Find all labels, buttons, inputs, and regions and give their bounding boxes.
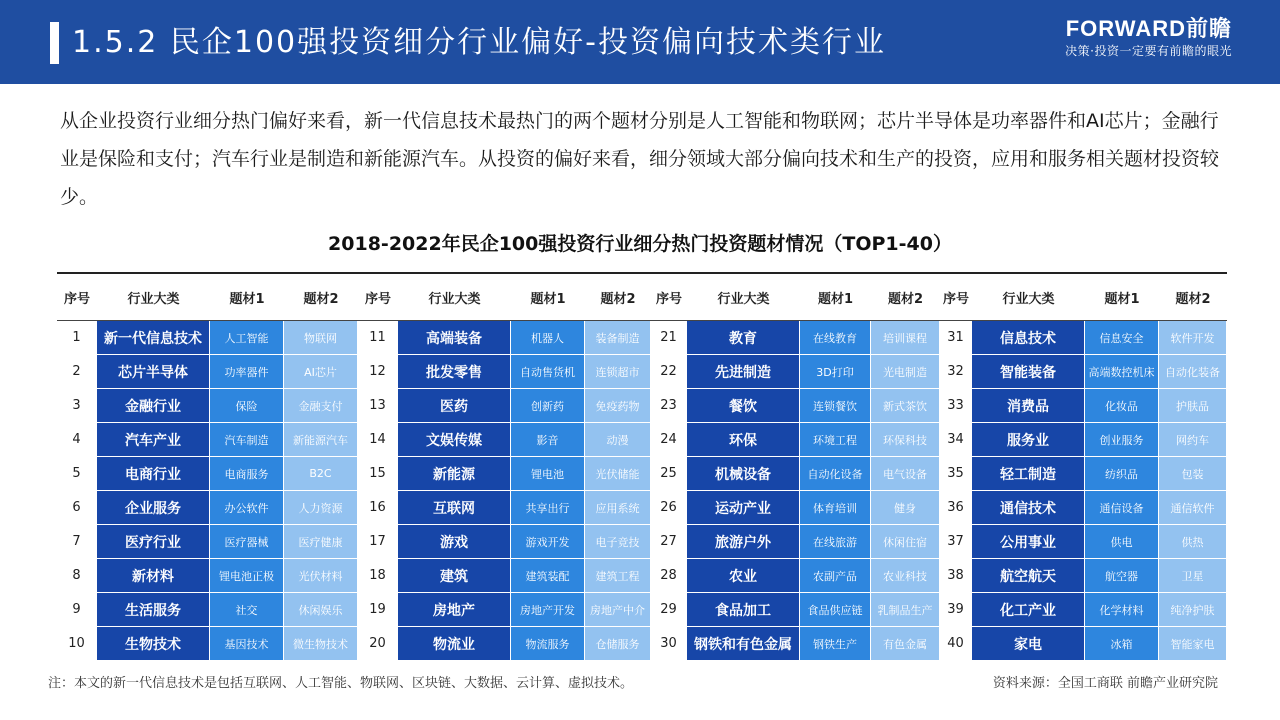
topic2-cell: 房地产中介 (585, 593, 651, 627)
table-row (57, 389, 1227, 423)
rank-cell: 21 (651, 321, 687, 355)
industry-cell: 通信技术 (972, 491, 1085, 525)
header-banner (0, 0, 1280, 84)
topic1-header: 题材1 (800, 274, 871, 321)
industry-cell: 金融行业 (97, 389, 210, 423)
topic1-cell: 基因技术 (210, 627, 284, 660)
industry-cell: 轻工制造 (972, 457, 1085, 491)
industry-cell: 医药 (398, 389, 511, 423)
topic2-cell: 软件开发 (1159, 321, 1227, 355)
industry-cell: 服务业 (972, 423, 1085, 457)
industry-cell: 游戏 (398, 525, 511, 559)
topic2-cell: 休闲娱乐 (284, 593, 358, 627)
topic2-cell: 建筑工程 (585, 559, 651, 593)
rank-cell: 6 (57, 491, 97, 525)
rank-cell: 20 (358, 627, 398, 660)
topic1-cell: 化妆品 (1085, 389, 1159, 423)
topic2-cell: 连锁超市 (585, 355, 651, 389)
industry-cell: 食品加工 (687, 593, 800, 627)
title-accent-bar (50, 22, 59, 64)
rank-cell: 14 (358, 423, 398, 457)
industry-cell: 信息技术 (972, 321, 1085, 355)
table-row (57, 491, 1227, 525)
table-row (57, 321, 1227, 355)
rank-cell: 24 (651, 423, 687, 457)
topic1-cell: 保险 (210, 389, 284, 423)
topic2-cell: 金融支付 (284, 389, 358, 423)
industry-cell: 新一代信息技术 (97, 321, 210, 355)
topic1-cell: 社交 (210, 593, 284, 627)
industry-cell: 高端装备 (398, 321, 511, 355)
topic2-cell: 乳制品生产 (871, 593, 940, 627)
table-row (57, 457, 1227, 491)
topic1-cell: 冰箱 (1085, 627, 1159, 660)
rank-cell: 30 (651, 627, 687, 660)
rank-cell: 18 (358, 559, 398, 593)
topic2-cell: 有色金属 (871, 627, 940, 660)
rank-cell: 26 (651, 491, 687, 525)
industry-cell: 化工产业 (972, 593, 1085, 627)
industry-cell: 生物技术 (97, 627, 210, 660)
topic1-cell: 纺织品 (1085, 457, 1159, 491)
topic2-cell: 自动化装备 (1159, 355, 1227, 389)
topic2-header: 题材2 (1159, 274, 1227, 321)
topic1-cell: 环境工程 (800, 423, 871, 457)
industry-cell: 生活服务 (97, 593, 210, 627)
table-row (57, 525, 1227, 559)
topic1-cell: 办公软件 (210, 491, 284, 525)
seq-header: 序号 (940, 274, 972, 321)
industry-cell: 汽车产业 (97, 423, 210, 457)
industry-cell: 批发零售 (398, 355, 511, 389)
rank-cell: 33 (940, 389, 972, 423)
industry-cell: 环保 (687, 423, 800, 457)
industry-header: 行业大类 (398, 274, 511, 321)
topic1-cell: 体育培训 (800, 491, 871, 525)
topic1-cell: 自动售货机 (511, 355, 585, 389)
topics-table (57, 272, 1227, 660)
topic1-cell: 机器人 (511, 321, 585, 355)
industry-cell: 运动产业 (687, 491, 800, 525)
topic2-header: 题材2 (284, 274, 358, 321)
topic2-cell: 物联网 (284, 321, 358, 355)
rank-cell: 38 (940, 559, 972, 593)
topic2-cell: 网约车 (1159, 423, 1227, 457)
topic2-cell: B2C (284, 457, 358, 491)
topic1-cell: 钢铁生产 (800, 627, 871, 660)
industry-header: 行业大类 (687, 274, 800, 321)
topic1-header: 题材1 (210, 274, 284, 321)
topic1-cell: 化学材料 (1085, 593, 1159, 627)
industry-cell: 物流业 (398, 627, 511, 660)
topic2-cell: 智能家电 (1159, 627, 1227, 660)
topic1-cell: 锂电池 (511, 457, 585, 491)
topic1-cell: 影音 (511, 423, 585, 457)
rank-cell: 25 (651, 457, 687, 491)
industry-cell: 互联网 (398, 491, 511, 525)
topic1-cell: 高端数控机床 (1085, 355, 1159, 389)
topic2-cell: 供热 (1159, 525, 1227, 559)
seq-header: 序号 (651, 274, 687, 321)
rank-cell: 17 (358, 525, 398, 559)
rank-cell: 22 (651, 355, 687, 389)
table-title: 2018-2022年民企100强投资行业细分热门投资题材情况（TOP1-40） (328, 233, 952, 255)
rank-cell: 23 (651, 389, 687, 423)
industry-cell: 机械设备 (687, 457, 800, 491)
topic2-cell: 光伏材料 (284, 559, 358, 593)
industry-cell: 教育 (687, 321, 800, 355)
rank-cell: 9 (57, 593, 97, 627)
topic2-cell: 护肤品 (1159, 389, 1227, 423)
topic2-cell: 新式茶饮 (871, 389, 940, 423)
topic1-cell: 建筑装配 (511, 559, 585, 593)
topic2-cell: 免疫药物 (585, 389, 651, 423)
topic1-cell: 农副产品 (800, 559, 871, 593)
rank-cell: 2 (57, 355, 97, 389)
industry-cell: 企业服务 (97, 491, 210, 525)
industry-cell: 公用事业 (972, 525, 1085, 559)
rank-cell: 37 (940, 525, 972, 559)
topic1-cell: 在线旅游 (800, 525, 871, 559)
topic2-cell: 应用系统 (585, 491, 651, 525)
topic1-cell: 信息安全 (1085, 321, 1159, 355)
table-row (57, 423, 1227, 457)
topic2-cell: 包装 (1159, 457, 1227, 491)
rank-cell: 13 (358, 389, 398, 423)
rank-cell: 39 (940, 593, 972, 627)
logo-brand-text: FORWARD前瞻 (1065, 16, 1232, 41)
rank-cell: 4 (57, 423, 97, 457)
rank-cell: 12 (358, 355, 398, 389)
page-title: 1.5.2 民企100强投资细分行业偏好-投资偏向技术类行业 (72, 25, 886, 60)
industry-cell: 家电 (972, 627, 1085, 660)
table-body (57, 321, 1227, 660)
topic1-cell: 创新药 (511, 389, 585, 423)
footnote: 注：本文的新一代信息技术是包括互联网、人工智能、物联网、区块链、大数据、云计算、虚拟技术。 (48, 676, 634, 691)
topic1-cell: 游戏开发 (511, 525, 585, 559)
industry-cell: 新材料 (97, 559, 210, 593)
table-header (57, 274, 1227, 321)
topic1-cell: 锂电池正极 (210, 559, 284, 593)
topic1-header: 题材1 (1085, 274, 1159, 321)
industry-cell: 钢铁和有色金属 (687, 627, 800, 660)
intro-paragraph: 从企业投资行业细分热门偏好来看，新一代信息技术最热门的两个题材分别是人工智能和物联网；芯片半导体是功率器件和AI芯片；金融行业是保险和支付；汽车行业是制造和新能源汽车。从投资的偏好来看，细分领域大部分偏向技术和生产的投资，应用和服务相关题材投资较少。 (60, 110, 1220, 208)
rank-cell: 11 (358, 321, 398, 355)
topic1-cell: 在线教育 (800, 321, 871, 355)
topic1-cell: 电商服务 (210, 457, 284, 491)
rank-cell: 28 (651, 559, 687, 593)
industry-cell: 先进制造 (687, 355, 800, 389)
topic1-cell: 共享出行 (511, 491, 585, 525)
rank-cell: 3 (57, 389, 97, 423)
topic1-cell: 食品供应链 (800, 593, 871, 627)
topic2-header: 题材2 (871, 274, 940, 321)
rank-cell: 35 (940, 457, 972, 491)
rank-cell: 5 (57, 457, 97, 491)
rank-cell: 40 (940, 627, 972, 660)
rank-cell: 29 (651, 593, 687, 627)
industry-cell: 文娱传媒 (398, 423, 511, 457)
industry-header: 行业大类 (97, 274, 210, 321)
industry-cell: 旅游户外 (687, 525, 800, 559)
topic2-cell: 纯净护肤 (1159, 593, 1227, 627)
seq-header: 序号 (358, 274, 398, 321)
topic2-cell: 动漫 (585, 423, 651, 457)
topic1-cell: 自动化设备 (800, 457, 871, 491)
rank-cell: 16 (358, 491, 398, 525)
topic1-cell: 汽车制造 (210, 423, 284, 457)
topic1-cell: 供电 (1085, 525, 1159, 559)
rank-cell: 1 (57, 321, 97, 355)
rank-cell: 19 (358, 593, 398, 627)
topic2-cell: 微生物技术 (284, 627, 358, 660)
industry-cell: 芯片半导体 (97, 355, 210, 389)
rank-cell: 10 (57, 627, 97, 660)
topic1-cell: 通信设备 (1085, 491, 1159, 525)
topic2-cell: 新能源汽车 (284, 423, 358, 457)
topic2-header: 题材2 (585, 274, 651, 321)
topic2-cell: 农业科技 (871, 559, 940, 593)
rank-cell: 27 (651, 525, 687, 559)
topic1-cell: 功率器件 (210, 355, 284, 389)
topic1-cell: 医疗器械 (210, 525, 284, 559)
industry-cell: 房地产 (398, 593, 511, 627)
rank-cell: 31 (940, 321, 972, 355)
topic2-cell: 装备制造 (585, 321, 651, 355)
rank-cell: 7 (57, 525, 97, 559)
seq-header: 序号 (57, 274, 97, 321)
forward-logo (1065, 16, 1232, 60)
topic2-cell: 医疗健康 (284, 525, 358, 559)
topic2-cell: 仓储服务 (585, 627, 651, 660)
topic1-cell: 连锁餐饮 (800, 389, 871, 423)
topic2-cell: 卫星 (1159, 559, 1227, 593)
industry-cell: 消费品 (972, 389, 1085, 423)
topic2-cell: 电子竞技 (585, 525, 651, 559)
topic1-cell: 航空器 (1085, 559, 1159, 593)
table-row (57, 627, 1227, 660)
rank-cell: 36 (940, 491, 972, 525)
industry-header: 行业大类 (972, 274, 1085, 321)
topic1-cell: 创业服务 (1085, 423, 1159, 457)
industry-cell: 智能装备 (972, 355, 1085, 389)
topic2-cell: 通信软件 (1159, 491, 1227, 525)
topic2-cell: 光伏储能 (585, 457, 651, 491)
industry-cell: 航空航天 (972, 559, 1085, 593)
topic2-cell: 环保科技 (871, 423, 940, 457)
topic2-cell: 人力资源 (284, 491, 358, 525)
industry-cell: 医疗行业 (97, 525, 210, 559)
table-row (57, 559, 1227, 593)
topic1-cell: 3D打印 (800, 355, 871, 389)
rank-cell: 34 (940, 423, 972, 457)
topic1-cell: 物流服务 (511, 627, 585, 660)
topic2-cell: 健身 (871, 491, 940, 525)
rank-cell: 32 (940, 355, 972, 389)
industry-cell: 农业 (687, 559, 800, 593)
industry-cell: 餐饮 (687, 389, 800, 423)
topic2-cell: 光电制造 (871, 355, 940, 389)
table-row (57, 593, 1227, 627)
topic1-cell: 人工智能 (210, 321, 284, 355)
topic1-cell: 房地产开发 (511, 593, 585, 627)
rank-cell: 15 (358, 457, 398, 491)
source-note: 资料来源：全国工商联 前瞻产业研究院 (992, 676, 1218, 691)
rank-cell: 8 (57, 559, 97, 593)
industry-cell: 新能源 (398, 457, 511, 491)
topic1-header: 题材1 (511, 274, 585, 321)
topic2-cell: 电气设备 (871, 457, 940, 491)
topic2-cell: 培训课程 (871, 321, 940, 355)
table-row (57, 355, 1227, 389)
topic2-cell: AI芯片 (284, 355, 358, 389)
logo-slogan: 决策·投资一定要有前瞻的眼光 (1065, 44, 1232, 58)
topic2-cell: 休闲住宿 (871, 525, 940, 559)
industry-cell: 建筑 (398, 559, 511, 593)
industry-cell: 电商行业 (97, 457, 210, 491)
